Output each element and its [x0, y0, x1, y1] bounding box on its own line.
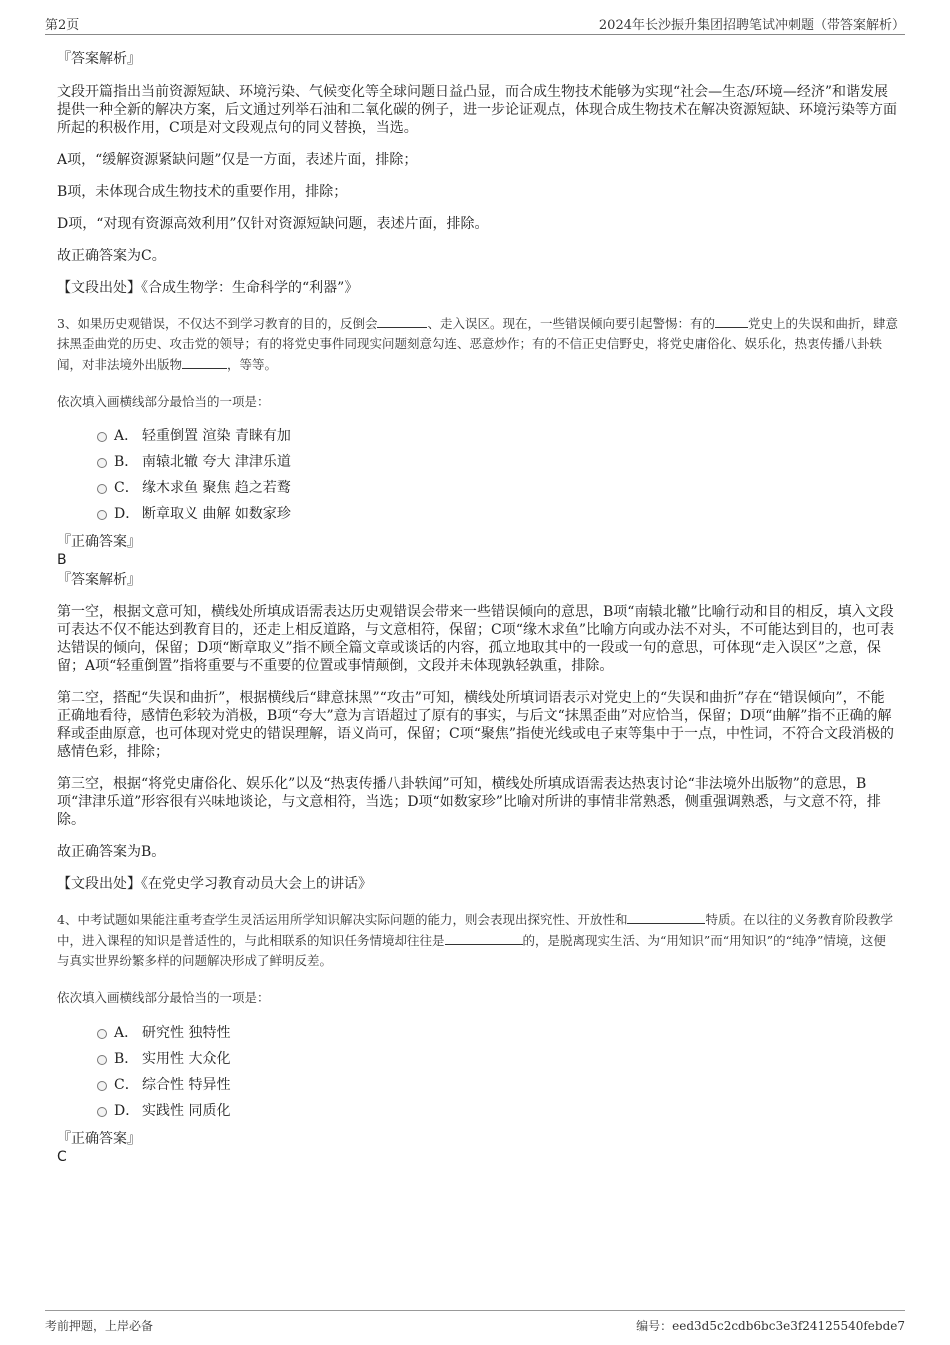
option-b[interactable]: B． 实用性 大众化: [57, 1046, 898, 1072]
analysis-paragraph: A项，“缓解资源紧缺问题”仅是一方面，表述片面，排除；: [57, 152, 418, 168]
option-list: [57, 423, 898, 527]
document-title: 2024年长沙振升集团招聘笔试冲刺题（带答案解析）: [598, 18, 905, 33]
analysis-paragraph: 第一空，根据文意可知，横线处所填成语需表达历史观错误会带来一些错误倾向的意思，B项“南辕北辙”比喻行动和目的相反，填入文段可表达不仅不能达到教育目的，还走上相反道路，与文意相符，保留；C项“缘木求鱼”比喻方向或办法不对头，不可能达到目的，也可表达错误的倾向，保留；D项“断章取义”指不顾全篇文章或谈话的内容，孤立地取其中的一段或一句的意思，可体现“走入误区”之意，保留；A项“轻重倒置”指将重要与不重要的位置或事情颠倒，文段并未体现孰轻孰重，排除。: [57, 604, 895, 674]
page-header: [45, 14, 905, 35]
option-a[interactable]: A． 研究性 独特性: [57, 1020, 898, 1046]
final-answer-line: 故正确答案为B。: [57, 844, 166, 860]
page-number: 第2页: [45, 18, 80, 33]
analysis-paragraph: 第三空，根据“将党史庸俗化、娱乐化”以及“热衷传播八卦轶闻”可知，横线处所填成语需表达热衷讨论“非法境外出版物”的意思，B项“津津乐道”形容很有兴味地谈论，与文意相符，当选；D项“如数家珍”比喻对所讲的事情非常熟悉，侧重强调熟悉，与文意不符，排除。: [57, 776, 881, 828]
analysis-paragraph: 第二空，搭配“失误和曲折”，根据横线后“肆意抹黑”“攻击”可知，横线处所填词语表示对党史上的“失误和曲折”存在“错误倾向”，不能正确地看待，感情色彩较为消极，B项“夸大”意为言语超过了原有的事实，与后文“抹黑歪曲”对应恰当，保留；D项“曲解”指不正确的解释或歪曲原意，也可体现对党史的错误理解，语义尚可，保留；C项“聚焦”指使光线或电子束等集中于一点，中性词，不符合文段消极的感情色彩，排除；: [57, 690, 895, 760]
fill-blank: [627, 909, 705, 924]
fill-blank: [377, 313, 427, 328]
radio-icon[interactable]: [97, 484, 107, 494]
analysis-paragraph: D项，“对现有资源高效利用”仅针对资源短缺问题，表述片面，排除。: [57, 216, 489, 232]
page-content: [57, 48, 898, 1166]
radio-icon[interactable]: [97, 1029, 107, 1039]
radio-icon[interactable]: [97, 1107, 107, 1117]
analysis-label: 『答案解析』: [57, 51, 141, 67]
option-b[interactable]: B． 南辕北辙 夸大 津津乐道: [57, 449, 898, 475]
fill-blank: [445, 930, 523, 945]
question-prompt: 依次填入画横线部分最恰当的一项是：: [57, 394, 270, 409]
radio-icon[interactable]: [97, 1081, 107, 1091]
page-footer: [45, 1310, 905, 1337]
correct-answer: C: [57, 1149, 67, 1165]
analysis-paragraph: B项，未体现合成生物技术的重要作用，排除；: [57, 184, 348, 200]
question-prompt: 依次填入画横线部分最恰当的一项是：: [57, 990, 270, 1005]
correct-answer: B: [57, 552, 67, 568]
correct-answer-label: 『正确答案』: [57, 534, 141, 550]
radio-icon[interactable]: [97, 432, 107, 442]
fill-blank: [182, 354, 227, 369]
option-c[interactable]: C． 缘木求鱼 聚焦 趋之若鹜: [57, 475, 898, 501]
option-a[interactable]: A． 轻重倒置 渲染 青睐有加: [57, 423, 898, 449]
question-4-text: 4、中考试题如果能注重考查学生灵活运用所学知识解决实际问题的能力，则会表现出探究性、开放性和 特质。在以往的义务教育阶段教学中，进入课程的知识是普适性的，与此相联系的知识任务情境却往往是 的，是脱离现实生活、为“用知识”而“用知识”的“纯净”情境，这便与真实世界纷繁多样的问题解决形成了鲜明反差。: [57, 909, 898, 971]
question-3-text: 3、如果历史观错误，不仅达不到学习教育的目的，反倒会 、走入误区。现在，一些错误倾向要引起警惕：有的 党史上的失误和曲折，肆意抹黑歪曲党的历史、攻击党的领导；有的将党史事件同现实问题刻意勾连、恶意炒作；有的不信正史信野史，将党史庸俗化、娱乐化，热衷传播八卦轶闻，对非法境外出版物 ，等等。: [57, 313, 898, 375]
radio-icon[interactable]: [97, 510, 107, 520]
option-d[interactable]: D． 断章取义 曲解 如数家珍: [57, 501, 898, 527]
option-c[interactable]: C． 综合性 特异性: [57, 1072, 898, 1098]
radio-icon[interactable]: [97, 458, 107, 468]
radio-icon[interactable]: [97, 1055, 107, 1065]
document-serial: 编号：eed3d5c2cdb6bc3e3f24125540febde7: [636, 1319, 905, 1333]
footer-slogan: 考前押题，上岸必备: [45, 1319, 154, 1333]
fill-blank: [715, 313, 748, 328]
analysis-label: 『答案解析』: [57, 572, 141, 588]
option-list: [57, 1020, 898, 1124]
option-d[interactable]: D． 实践性 同质化: [57, 1098, 898, 1124]
correct-answer-label: 『正确答案』: [57, 1131, 141, 1147]
final-answer-line: 故正确答案为C。: [57, 248, 166, 264]
source-citation: 【文段出处】《在党史学习教育动员大会上的讲话》: [57, 876, 372, 892]
analysis-paragraph: 文段开篇指出当前资源短缺、环境污染、气候变化等全球问题日益凸显，而合成生物技术能够为实现“社会—生态/环境—经济”和谐发展提供一种全新的解决方案，后文通过列举石油和二氧化碳的例子，进一步论证观点，体现合成生物技术在解决资源短缺、环境污染等方面所起的积极作用，C项是对文段观点句的同义替换，当选。: [57, 84, 897, 136]
source-citation: 【文段出处】《合成生物学：生命科学的“利器”》: [57, 280, 359, 296]
